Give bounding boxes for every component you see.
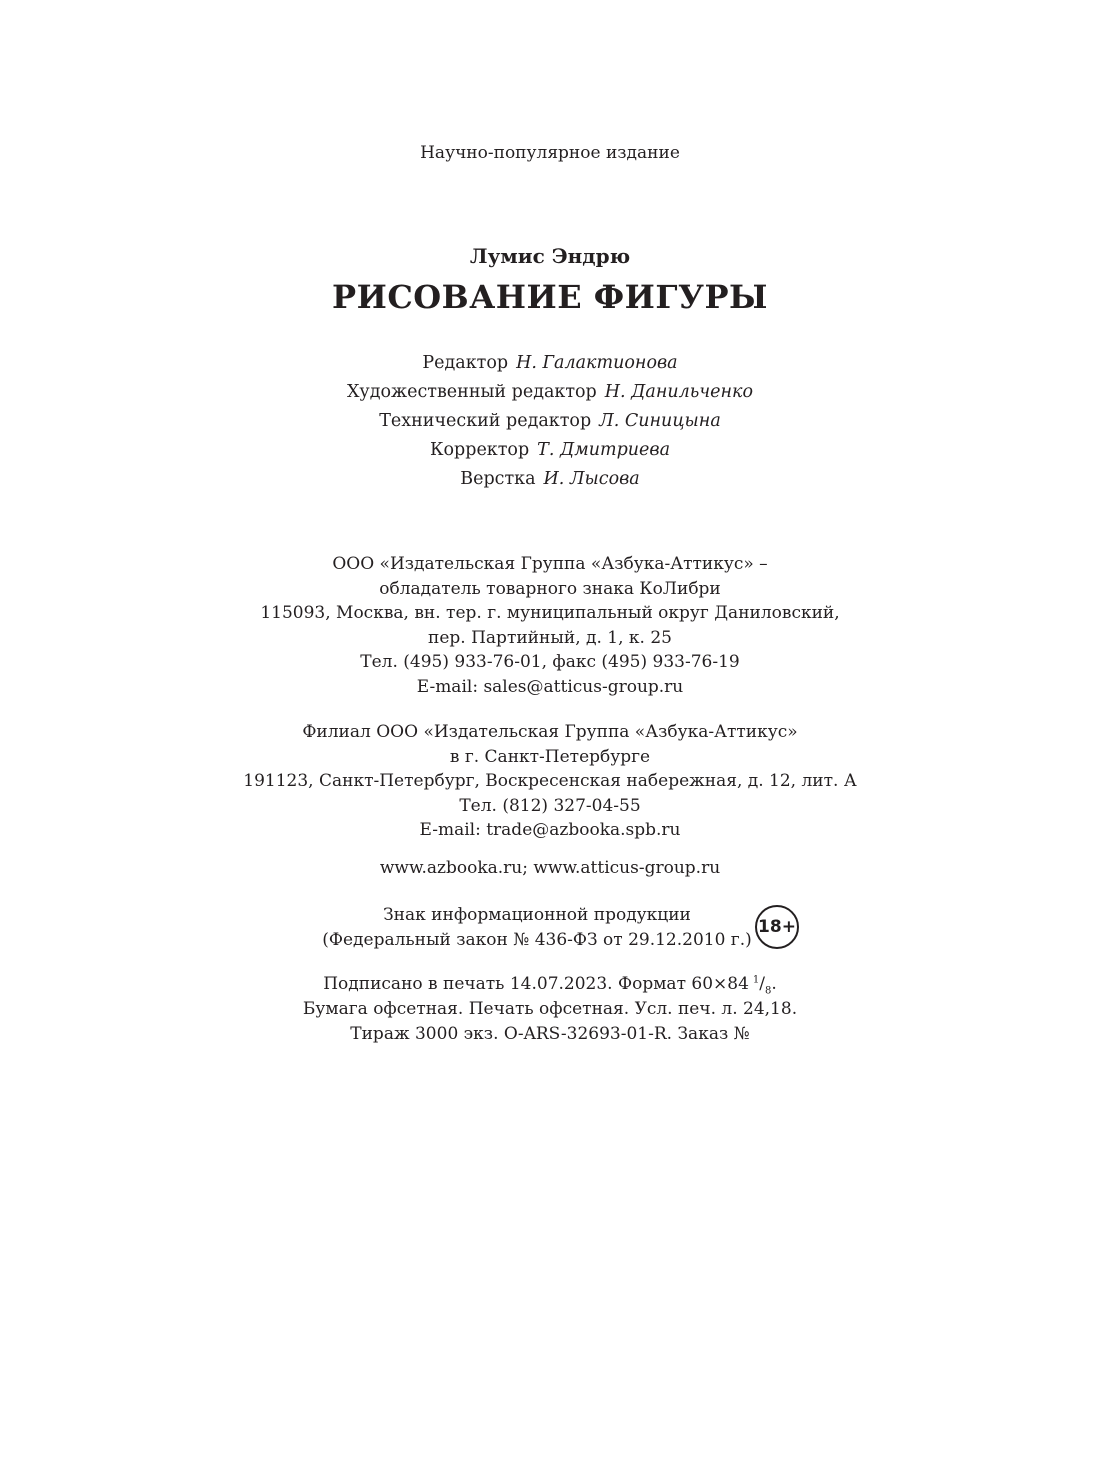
publisher-line: пер. Партийный, д. 1, к. 25 — [428, 627, 672, 648]
credit-person: И. Лысова — [543, 469, 640, 489]
credit-role: Редактор — [422, 353, 509, 373]
credit-row-proofreader — [0, 436, 1100, 465]
print-line-1-end: . — [771, 974, 777, 994]
publisher-line: обладатель товарного знака КоЛибри — [379, 578, 721, 599]
rating-line-2: (Федеральный закон № 436-ФЗ от 29.12.2010 г.) — [322, 929, 752, 950]
print-details-block — [0, 972, 1100, 1047]
publisher-block — [0, 552, 1100, 699]
branch-block — [0, 720, 1100, 843]
credit-role: Корректор — [429, 440, 530, 460]
format-numerator: 1 — [752, 974, 760, 986]
credit-row-editor — [0, 349, 1100, 378]
print-details-line-1 — [0, 972, 1100, 997]
branch-line: Тел. (812) 327-04-55 — [459, 795, 641, 816]
credit-role: Художественный редактор — [346, 382, 597, 402]
format-denominator: 8 — [765, 985, 772, 997]
credit-row-layout — [0, 465, 1100, 494]
credits-block — [0, 349, 1100, 494]
credit-person: Н. Галактионова — [516, 353, 678, 373]
print-details-line-3: Тираж 3000 экз. О-ARS-32693-01-R. Заказ № — [350, 1024, 750, 1044]
format-fraction: $^1/_8$ — [752, 974, 772, 997]
branch-line: Филиал ООО «Издательская Группа «Азбука-Аттикус» — [302, 722, 798, 742]
credit-role: Верстка — [460, 469, 536, 489]
print-details-line-2: Бумага офсетная. Печать офсетная. Усл. печ. л. 24,18. — [302, 999, 798, 1019]
publisher-line: Тел. (495) 933-76-01, факс (495) 933-76-19 — [360, 652, 740, 672]
credit-person: Н. Данильченко — [604, 382, 754, 402]
age-rating-badge: 18+ — [755, 905, 799, 949]
publisher-line: 115093, Москва, вн. тер. г. муниципальный округ Даниловский, — [260, 603, 840, 623]
author-name: Лумис Эндрю — [469, 244, 631, 268]
branch-line: в г. Санкт-Петербурге — [449, 746, 651, 767]
age-rating-block — [0, 903, 1100, 963]
genre-label: Научно-популярное издание — [420, 143, 680, 163]
print-signed-format: Подписано в печать 14.07.2023. Формат 60×84 — [323, 974, 749, 994]
credit-row-art-editor — [0, 378, 1100, 407]
websites-line: www.azbooka.ru; www.atticus-group.ru — [379, 858, 721, 878]
credit-row-tech-editor — [0, 407, 1100, 436]
rating-line-1: Знак информационной продукции — [383, 905, 691, 925]
credit-person: Т. Дмитриева — [537, 440, 671, 460]
book-title: РИСОВАНИЕ ФИГУРЫ — [332, 278, 768, 316]
publisher-line: ООО «Издательская Группа «Азбука-Аттикус» – — [332, 554, 768, 574]
credit-role: Технический редактор — [379, 411, 592, 431]
branch-line: 191123, Санкт-Петербург, Воскресенская набережная, д. 12, лит. А — [243, 771, 857, 791]
rating-text — [0, 903, 1074, 952]
publisher-email: E-mail: sales@atticus-group.ru — [416, 676, 684, 697]
branch-email: E-mail: trade@azbooka.spb.ru — [419, 820, 681, 840]
credit-person: Л. Синицына — [599, 411, 721, 431]
